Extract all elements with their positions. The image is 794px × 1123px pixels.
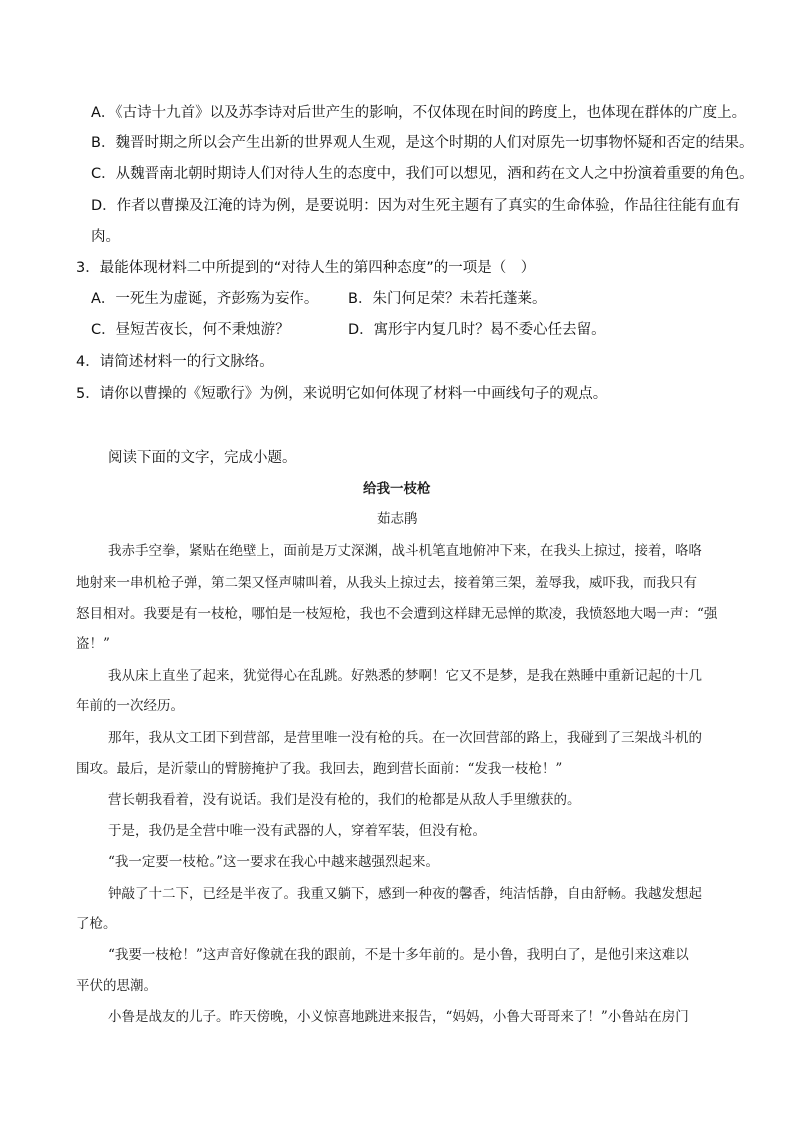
option-d-line1: D．作者以曹操及江淹的诗为例，是要说明：因为对生死主题有了真实的生命体验，作品往往能有血有	[91, 198, 741, 214]
passage-line: 怒目相对。我要是有一枝枪，哪怕是一枝短枪，我也不会遭到这样肆无忌惮的欺凌，我愤怒地大喝一声：“强	[76, 606, 718, 622]
passage-line: 年前的一次经历。	[76, 698, 184, 714]
passage-line: 地射来一串机枪子弹，第二架又怪声啸叫着，从我头上掠过去，接着第三架，羞辱我，威吓我，而我只有	[76, 575, 697, 591]
passage-line: 营长朝我看着，没有说话。我们是没有枪的，我们的枪都是从敌人手里缴获的。	[108, 792, 581, 808]
passage-line: “我一定要一枝枪。”这一要求在我心中越来越强烈起来。	[108, 854, 440, 870]
passage-title: 给我一枝枪	[363, 481, 431, 497]
option-b: B．魏晋时期之所以会产生出新的世界观人生观，是这个时期的人们对原先一切事物怀疑和否定的结果。	[91, 135, 754, 151]
option-c: C．从魏晋南北朝时期诗人们对待人生的态度中，我们可以想见，酒和药在文人之中扮演着重要的角色。	[91, 166, 754, 182]
question-5: 5．请你以曹操的《短歌行》为例，来说明它如何体现了材料一中画线句子的观点。	[76, 386, 608, 402]
passage-line: “我要一枝枪！”这声音好像就在我的跟前，不是十多年前的。是小鲁，我明白了，是他引来这难以	[108, 947, 689, 963]
passage-line: 我从床上直坐了起来，犹觉得心在乱跳。好熟悉的梦啊！它又不是梦，是我在熟睡中重新记起的十几	[108, 668, 702, 684]
q3-option-d: D．寓形宇内复几时？曷不委心任去留。	[348, 322, 606, 338]
passage-line: 围攻。最后，是沂蒙山的臂膀掩护了我。我回去，跑到营长面前：“发我一枝枪！”	[76, 761, 563, 777]
passage-line: 那年，我从文工团下到营部，是营里唯一没有枪的兵。在一次回营部的路上，我碰到了三架战斗机的	[108, 730, 702, 746]
option-d-line2: 肉。	[91, 229, 120, 245]
q3-option-b: B．朱门何足荣？未若托蓬莱。	[348, 291, 547, 307]
passage-line: 于是，我仍是全营中唯一没有武器的人，穿着军装，但没有枪。	[108, 823, 486, 839]
reading-instruction: 阅读下面的文字，完成小题。	[108, 450, 297, 466]
passage-line: 我赤手空拳，紧贴在绝壁上，面前是万丈深渊，战斗机笔直地俯冲下来，在我头上掠过，接着，咯咯	[108, 543, 702, 559]
passage-line: 了枪。	[76, 916, 117, 932]
q3-option-a: A．一死生为虚诞，齐彭殇为妄作。	[91, 291, 319, 307]
passage-line: 平伏的思潮。	[76, 978, 157, 994]
q3-option-c: C．昼短苦夜长，何不秉烛游？	[91, 322, 290, 338]
passage-author: 茹志鹃	[377, 511, 418, 527]
passage-line: 钟敲了十二下，已经是半夜了。我重又躺下，感到一种夜的馨香，纯洁恬静，自由舒畅。我越发想起	[108, 886, 702, 902]
option-a: A．《古诗十九首》以及苏李诗对后世产生的影响，不仅体现在时间的跨度上，也体现在群体的广度上。	[91, 105, 747, 121]
passage-line: 小鲁是战友的儿子。昨天傍晚，小义惊喜地跳进来报告，“妈妈，小鲁大哥哥来了！”小鲁站在房门	[108, 1009, 689, 1025]
passage-line: 盗！”	[76, 636, 110, 652]
question-4: 4．请简述材料一的行文脉络。	[76, 354, 274, 370]
question-3-stem: 3．最能体现材料二中所提到的“对待人生的第四种态度”的一项是（ ）	[76, 260, 536, 276]
